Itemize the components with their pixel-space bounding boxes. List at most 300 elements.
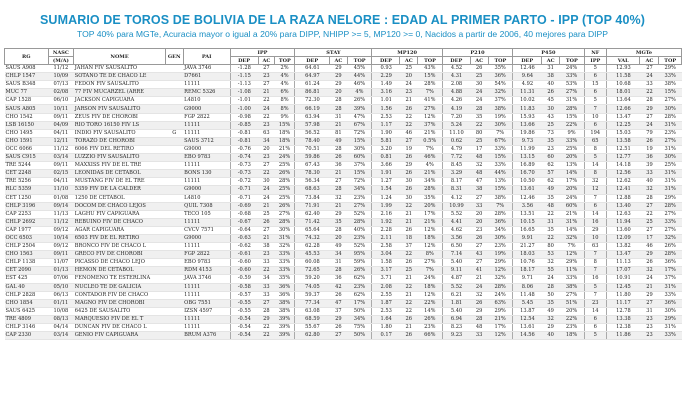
cell-mp120-dep: 0.81 xyxy=(372,154,400,162)
cell-mgte-top: 29% xyxy=(659,315,682,323)
cell-ipp-dep: -0.63 xyxy=(230,234,258,242)
cell-nasc-ma: 09/11 xyxy=(48,162,74,170)
cell-mgte-top: 33% xyxy=(659,332,682,340)
cell-ipp-ac: 23 xyxy=(258,121,275,129)
cell-rg: CHLP 2828 xyxy=(5,291,49,299)
cell-gen xyxy=(165,210,183,218)
cell-p210-ac: 48 xyxy=(470,324,488,332)
cell-p210-dep: 4.12 xyxy=(442,194,470,202)
cell-rg: SAUS 6425 xyxy=(5,307,49,315)
cell-rg: CHLP 2692 xyxy=(5,218,49,226)
cell-p450-top: 24% xyxy=(560,194,585,202)
cell-nome: 5359 FIV DE LA CALDER xyxy=(74,186,166,194)
table-row xyxy=(5,267,682,275)
cell-p450-ac: 22 xyxy=(542,210,560,218)
cell-mgte-val: 13.60 xyxy=(606,226,640,234)
cell-pai: IZSN 4597 xyxy=(183,307,230,315)
header-group-nf: NF xyxy=(584,49,606,57)
cell-p210-dep: 8.17 xyxy=(442,178,470,186)
cell-stay-dep: 45.53 xyxy=(295,251,330,259)
cell-gen xyxy=(165,307,183,315)
cell-nome: DOCOM DE CHACO LEJOS xyxy=(74,202,166,210)
cell-ipp-dep: -1.01 xyxy=(230,97,258,105)
cell-p450-ac: 40 xyxy=(542,81,560,89)
cell-mp120-top: 12% xyxy=(418,243,443,251)
cell-mp120-ac: 30 xyxy=(400,194,418,202)
cell-mp120-ac: 23 xyxy=(400,89,418,97)
table-row xyxy=(5,145,682,153)
cell-p210-ac: 25 xyxy=(470,73,488,81)
header-stay-dep: DEP xyxy=(295,57,330,65)
cell-p450-dep: 5.45 xyxy=(513,299,542,307)
cell-nome: MARQUESIO FIV DE EL T xyxy=(74,315,166,323)
cell-ipp-ac: 63 xyxy=(258,129,275,137)
cell-nome: 1250 DE CETABOL xyxy=(74,194,166,202)
cell-nome: BRONCO FIV DE CHACO L xyxy=(74,243,166,251)
table-row xyxy=(5,315,682,323)
cell-p450-ac: 28 xyxy=(542,283,560,291)
cell-p210-dep: 5.52 xyxy=(442,283,470,291)
header-stay-ac: AC xyxy=(329,57,347,65)
cell-mp120-top: 26% xyxy=(418,315,443,323)
cell-p450-ac: 55 xyxy=(542,267,560,275)
table-row xyxy=(5,89,682,97)
cell-stay-ac: 26 xyxy=(329,154,347,162)
cell-p450-dep: 10.76 xyxy=(513,259,542,267)
cell-ipp-ac: 22 xyxy=(258,170,275,178)
cell-nf-ipp: 32 xyxy=(584,178,606,186)
cell-pai: RDM 4153 xyxy=(183,267,230,275)
cell-nome: ZEUS FIV DE CHOROBI xyxy=(74,113,166,121)
cell-pai: OBG 7551 xyxy=(183,299,230,307)
cell-rg: TRE 5256 xyxy=(5,178,49,186)
cell-gen xyxy=(165,315,183,323)
cell-nasc-ma: 02/08 xyxy=(48,89,74,97)
cell-pai: FGP 2822 xyxy=(183,113,230,121)
cell-mgte-ac: 23 xyxy=(640,332,659,340)
cell-rg: GAL 40 xyxy=(5,283,49,291)
cell-p450-top: 11% xyxy=(560,267,585,275)
cell-pai: 11111 xyxy=(183,178,230,186)
cell-gen xyxy=(165,178,183,186)
cell-p210-dep: 6.50 xyxy=(442,243,470,251)
cell-p450-ac: 32 xyxy=(542,315,560,323)
cell-nf-ipp: 10 xyxy=(584,113,606,121)
cell-mgte-val: 11.58 xyxy=(606,73,640,81)
cell-rg: SAUS A908 xyxy=(5,65,49,73)
cell-nasc-ma: 11/13 xyxy=(48,210,74,218)
cell-mgte-ac: 23 xyxy=(640,315,659,323)
cell-mgte-ac: 24 xyxy=(640,73,659,81)
header-nasc: NASC xyxy=(48,49,74,57)
cell-mgte-ac: 23 xyxy=(640,324,659,332)
cell-mgte-top: 30% xyxy=(659,307,682,315)
cell-mgte-top: 27% xyxy=(659,210,682,218)
cell-mp120-top: 12% xyxy=(418,226,443,234)
table-row xyxy=(5,324,682,332)
table-row xyxy=(5,65,682,73)
cell-mgte-top: 36% xyxy=(659,299,682,307)
cell-stay-dep: 57.98 xyxy=(295,121,330,129)
cell-gen xyxy=(165,259,183,267)
cell-stay-top: 50% xyxy=(347,332,372,340)
cell-rg: TRE 4809 xyxy=(5,315,49,323)
cell-mgte-val: 11.13 xyxy=(606,259,640,267)
cell-mp120-ac: 26 xyxy=(400,332,418,340)
table-row xyxy=(5,154,682,162)
header-nasc-ma: (M/A) xyxy=(48,57,74,65)
cell-stay-dep: 86.81 xyxy=(295,89,330,97)
cell-ipp-top: 28% xyxy=(275,218,295,226)
cell-p450-top: 22% xyxy=(560,315,585,323)
cell-ipp-ac: 21 xyxy=(258,89,275,97)
cell-stay-ac: 28 xyxy=(329,267,347,275)
cell-p210-ac: 80 xyxy=(470,129,488,137)
table-row xyxy=(5,218,682,226)
cell-stay-top: 23% xyxy=(347,234,372,242)
header-nf-ipp: IPP xyxy=(584,57,606,65)
cell-nasc-ma: 09/11 xyxy=(48,251,74,259)
cell-p210-top: 30% xyxy=(488,234,513,242)
cell-stay-dep: 71.91 xyxy=(295,202,330,210)
cell-mgte-val: 12.88 xyxy=(606,194,640,202)
cell-ipp-top: 9% xyxy=(275,113,295,121)
cell-stay-ac: 21 xyxy=(329,202,347,210)
cell-stay-ac: 20 xyxy=(329,234,347,242)
cell-ipp-ac: 22 xyxy=(258,97,275,105)
cell-stay-dep: 74.05 xyxy=(295,283,330,291)
cell-ipp-top: 39% xyxy=(275,332,295,340)
cell-mgte-top: 31% xyxy=(659,121,682,129)
cell-nf-ipp: 6 xyxy=(584,89,606,97)
cell-mgte-ac: 22 xyxy=(640,210,659,218)
cell-p210-dep: 4.62 xyxy=(442,226,470,234)
cell-p450-ac: 53 xyxy=(542,251,560,259)
cell-mp120-top: 34% xyxy=(418,178,443,186)
cell-stay-ac: 32 xyxy=(329,194,347,202)
cell-mp120-top: 28% xyxy=(418,81,443,89)
cell-gen: G xyxy=(165,129,183,137)
cell-mp120-dep: 0.17 xyxy=(372,332,400,340)
cell-p210-top: 13% xyxy=(488,178,513,186)
header-pai: PAI xyxy=(183,49,230,65)
cell-stay-ac: 20 xyxy=(329,89,347,97)
cell-p210-dep: 5.40 xyxy=(442,259,470,267)
cell-p450-top: 23% xyxy=(560,324,585,332)
cell-stay-ac: 37 xyxy=(329,307,347,315)
cell-nome: FENOMENO TE ESTERLINA xyxy=(74,275,166,283)
cell-nf-ipp: 14 xyxy=(584,162,606,170)
cell-mp120-top: 0.5% xyxy=(418,137,443,145)
cell-p210-ac: 27 xyxy=(470,259,488,267)
cell-ipp-ac: 21 xyxy=(258,202,275,210)
table-row xyxy=(5,299,682,307)
cell-stay-ac: 49 xyxy=(329,137,347,145)
cell-p210-ac: 30 xyxy=(470,81,488,89)
cell-ipp-top: 4% xyxy=(275,81,295,89)
cell-stay-ac: 34 xyxy=(329,251,347,259)
cell-p450-dep: 10.50 xyxy=(513,178,542,186)
cell-gen xyxy=(165,137,183,145)
cell-mp120-top: 8% xyxy=(418,251,443,259)
cell-mgte-val: 11.17 xyxy=(606,299,640,307)
cell-ipp-dep: -0.73 xyxy=(230,170,258,178)
cell-stay-dep: 71.42 xyxy=(295,218,330,226)
cell-mp120-ac: 26 xyxy=(400,315,418,323)
cell-mgte-val: 11.86 xyxy=(606,332,640,340)
cell-ipp-ac: 25 xyxy=(258,210,275,218)
cell-ipp-ac: 33 xyxy=(258,291,275,299)
header-mp120-dep: DEP xyxy=(372,57,400,65)
table-row xyxy=(5,137,682,145)
cell-ipp-top: 15% xyxy=(275,121,295,129)
cell-mp120-top: 4% xyxy=(418,162,443,170)
cell-rg: TRE 5244 xyxy=(5,162,49,170)
header-rg: RG xyxy=(5,49,49,65)
cell-mp120-dep: 1.56 xyxy=(372,105,400,113)
header-mp120-top: TOP xyxy=(418,57,443,65)
cell-nasc-ma: 09/12 xyxy=(48,226,74,234)
cell-mp120-dep: 1.64 xyxy=(372,315,400,323)
cell-p450-ac: 24 xyxy=(542,275,560,283)
cell-p450-top: 27% xyxy=(560,291,585,299)
cell-rg: CHO 1542 xyxy=(5,113,49,121)
cell-stay-dep: 62.40 xyxy=(295,210,330,218)
header-stay-top: TOP xyxy=(347,57,372,65)
cell-mp120-dep: 5.81 xyxy=(372,137,400,145)
cell-gen xyxy=(165,299,183,307)
cell-nasc-ma: 07/06 xyxy=(48,275,74,283)
cell-stay-top: 50% xyxy=(347,307,372,315)
table-row xyxy=(5,178,682,186)
cell-ipp-dep: -0.81 xyxy=(230,129,258,137)
cell-rg: CET 1250 xyxy=(5,194,49,202)
cell-mgte-top: 30% xyxy=(659,105,682,113)
cell-mgte-ac: 25 xyxy=(640,218,659,226)
cell-gen xyxy=(165,105,183,113)
cell-p450-ac: 80 xyxy=(542,243,560,251)
cell-pai: 11111 xyxy=(183,121,230,129)
cell-ipp-top: 4% xyxy=(275,73,295,81)
cell-mgte-val: 12.38 xyxy=(606,324,640,332)
cell-p210-top: 30% xyxy=(488,121,513,129)
cell-mgte-top: 31% xyxy=(659,283,682,291)
cell-p210-ac: 24 xyxy=(470,89,488,97)
cell-p210-dep: 4.87 xyxy=(442,275,470,283)
cell-mgte-val: 12.63 xyxy=(606,210,640,218)
cell-pai: 11111 xyxy=(183,291,230,299)
cell-ipp-ac: 24 xyxy=(258,186,275,194)
cell-mgte-val: 13.47 xyxy=(606,113,640,121)
cell-ipp-top: 28% xyxy=(275,178,295,186)
cell-ipp-dep: -1.28 xyxy=(230,65,258,73)
cell-p450-top: 15% xyxy=(560,113,585,121)
cell-stay-dep: 60.08 xyxy=(295,259,330,267)
cell-nf-ipp: 12 xyxy=(584,186,606,194)
cell-nome: JARSON FIV SAUSALITO xyxy=(74,105,166,113)
cell-mgte-ac: 27 xyxy=(640,299,659,307)
cell-stay-dep: 62.80 xyxy=(295,332,330,340)
cell-stay-dep: 68.63 xyxy=(295,186,330,194)
cell-mgte-top: 26% xyxy=(659,243,682,251)
cell-ipp-top: 39% xyxy=(275,324,295,332)
cell-p450-dep: 9.91 xyxy=(513,234,542,242)
cell-mgte-ac: 33 xyxy=(640,170,659,178)
cell-ipp-top: 33% xyxy=(275,259,295,267)
cell-p210-top: 35% xyxy=(488,65,513,73)
cell-mgte-top: 33% xyxy=(659,73,682,81)
cell-mp120-top: 15% xyxy=(418,73,443,81)
cell-gen xyxy=(165,251,183,259)
cell-stay-ac: 36 xyxy=(329,162,347,170)
cell-nasc-ma: 12/11 xyxy=(48,137,74,145)
cell-p450-dep: 3.56 xyxy=(513,202,542,210)
cell-mgte-ac: 27 xyxy=(640,202,659,210)
cell-stay-ac: 21 xyxy=(329,170,347,178)
cell-mgte-ac: 79 xyxy=(640,129,659,137)
cell-p450-dep: 9.73 xyxy=(513,137,542,145)
header-group-p210: P210 xyxy=(442,49,512,57)
cell-ipp-top: 38% xyxy=(275,307,295,315)
header-mgte-ac: AC xyxy=(640,57,659,65)
cell-mgte-top: 28% xyxy=(659,113,682,121)
cell-stay-top: 52% xyxy=(347,210,372,218)
table-body xyxy=(5,65,682,340)
cell-mp120-dep: 1.87 xyxy=(372,299,400,307)
cell-p210-ac: 22 xyxy=(470,121,488,129)
cell-p210-dep: 5.24 xyxy=(442,121,470,129)
cell-mp120-ac: 22 xyxy=(400,121,418,129)
cell-stay-top: 62% xyxy=(347,275,372,283)
header-gen: GEN xyxy=(165,49,183,65)
cell-mgte-ac: 32 xyxy=(640,267,659,275)
cell-nasc-ma: 10/14 xyxy=(48,234,74,242)
cell-stay-top: 45% xyxy=(347,65,372,73)
cell-rg: MUC 77 xyxy=(5,89,49,97)
header-p210-ac: AC xyxy=(470,57,488,65)
cell-ipp-top: 18% xyxy=(275,137,295,145)
cell-nasc-ma: 11/12 xyxy=(48,145,74,153)
cell-p450-dep: 11.48 xyxy=(513,291,542,299)
cell-stay-top: 62% xyxy=(347,291,372,299)
cell-mp120-top: 12% xyxy=(418,113,443,121)
cell-mgte-top: 15% xyxy=(659,89,682,97)
cell-ipp-dep: -0.54 xyxy=(230,324,258,332)
cell-nome: JACKSON CAPIGUARA xyxy=(74,97,166,105)
cell-p210-dep: 2.08 xyxy=(442,81,470,89)
cell-gen xyxy=(165,226,183,234)
cell-mgte-val: 15.03 xyxy=(606,129,640,137)
cell-mp120-ac: 22 xyxy=(400,307,418,315)
cell-ipp-ac: 20 xyxy=(258,145,275,153)
cell-p210-ac: 21 xyxy=(470,275,488,283)
cell-p450-dep: 4.92 xyxy=(513,81,542,89)
cell-stay-ac: 27 xyxy=(329,332,347,340)
cell-ipp-ac: 34 xyxy=(258,275,275,283)
cell-mgte-top: 27% xyxy=(659,97,682,105)
cell-pai: 11111 xyxy=(183,283,230,291)
cell-ipp-top: 25% xyxy=(275,186,295,194)
cell-mp120-dep: 1.92 xyxy=(372,218,400,226)
cell-p450-top: 20% xyxy=(560,154,585,162)
cell-mp120-dep: 3.17 xyxy=(372,267,400,275)
cell-ipp-ac: 27 xyxy=(258,162,275,170)
cell-p210-ac: 35 xyxy=(470,113,488,121)
cell-p210-top: 32% xyxy=(488,275,513,283)
cell-pai: L4810 xyxy=(183,194,230,202)
cell-gen xyxy=(165,218,183,226)
header-group-stay: STAY xyxy=(295,49,372,57)
cell-ipp-top: 8% xyxy=(275,97,295,105)
cell-rg: CHLP 2504 xyxy=(5,243,49,251)
cell-stay-dep: 59.20 xyxy=(295,275,330,283)
cell-mp120-ac: 24 xyxy=(400,81,418,89)
cell-rg: SAUS A805 xyxy=(5,105,49,113)
cell-mp120-dep: 2.29 xyxy=(372,73,400,81)
cell-nf-ipp: 29 xyxy=(584,226,606,234)
cell-nf-ipp: 7 xyxy=(584,194,606,202)
table-row xyxy=(5,186,682,194)
cell-mgte-top: 17% xyxy=(659,267,682,275)
cell-mp120-top: 20% xyxy=(418,202,443,210)
cell-ipp-dep: -1.13 xyxy=(230,81,258,89)
cell-p210-top: 38% xyxy=(488,105,513,113)
cell-p450-dep: 10.02 xyxy=(513,97,542,105)
cell-gen xyxy=(165,73,183,81)
cell-nf-ipp: 5 xyxy=(584,154,606,162)
cell-nasc-ma: 09/12 xyxy=(48,243,74,251)
cell-ipp-dep: -0.72 xyxy=(230,178,258,186)
cell-nome: MAXXISS FIV DE EL TRE xyxy=(74,162,166,170)
cell-stay-top: 23% xyxy=(347,194,372,202)
cell-stay-dep: 62.28 xyxy=(295,243,330,251)
cell-p210-dep: 7.72 xyxy=(442,154,470,162)
header-ipp-ac: AC xyxy=(258,57,275,65)
cell-nf-ipp: 7 xyxy=(584,251,606,259)
cell-mgte-val: 12.66 xyxy=(606,105,640,113)
cell-p450-top: 38% xyxy=(560,283,585,291)
cell-mgte-val: 14.18 xyxy=(606,162,640,170)
cell-mgte-ac: 27 xyxy=(640,113,659,121)
cell-nome: 6503 FIV DE EL RETIRO xyxy=(74,234,166,242)
table-row xyxy=(5,129,682,137)
cell-p450-dep: 9.71 xyxy=(513,275,542,283)
cell-p450-ac: 25 xyxy=(542,121,560,129)
cell-mgte-ac: 33 xyxy=(640,81,659,89)
cell-ipp-ac: 28 xyxy=(258,307,275,315)
header-p450-ac: AC xyxy=(542,57,560,65)
cell-gen xyxy=(165,202,183,210)
cell-gen xyxy=(165,162,183,170)
cell-ipp-top: 33% xyxy=(275,267,295,275)
cell-p450-ac: 26 xyxy=(542,89,560,97)
cell-stay-top: 15% xyxy=(347,137,372,145)
cell-p210-top: 7% xyxy=(488,202,513,210)
cell-mgte-val: 13.47 xyxy=(606,251,640,259)
header-p210-dep: DEP xyxy=(442,57,470,65)
cell-nome: MUSTANG FIV DE EL TRE xyxy=(74,178,166,186)
cell-stay-top: 40% xyxy=(347,226,372,234)
cell-stay-dep: 63.94 xyxy=(295,113,330,121)
cell-stay-ac: 29 xyxy=(329,73,347,81)
cell-mp120-dep: 1.58 xyxy=(372,259,400,267)
cell-rg: CHLP 1547 xyxy=(5,73,49,81)
cell-p210-top: 23% xyxy=(488,243,513,251)
cell-mgte-ac: 29 xyxy=(640,105,659,113)
cell-pai: BONS 130 xyxy=(183,170,230,178)
cell-p210-top: 36% xyxy=(488,73,513,81)
cell-stay-ac: 36 xyxy=(329,275,347,283)
